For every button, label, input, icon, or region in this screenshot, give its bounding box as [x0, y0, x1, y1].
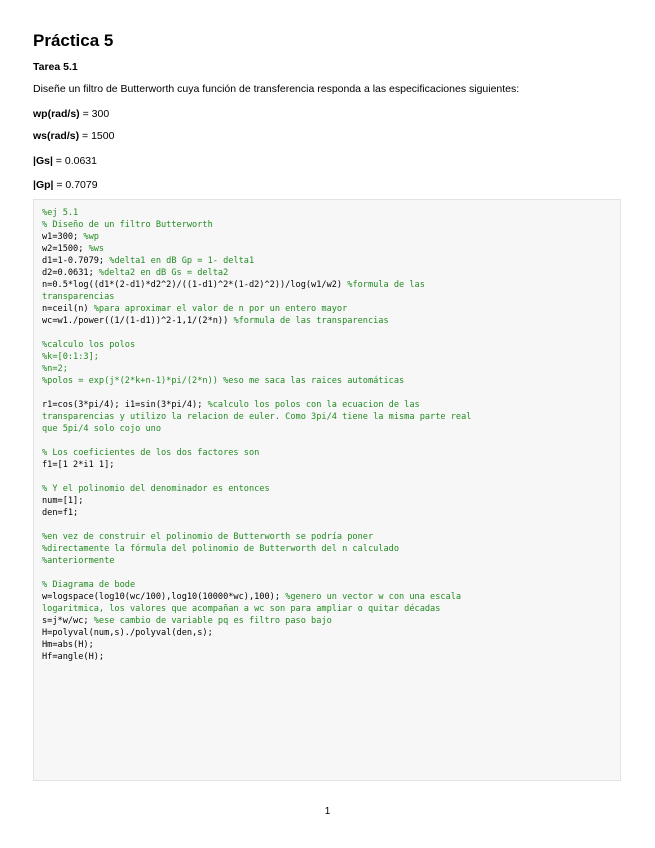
code-statement: f1=[1 2*i1 1];: [42, 460, 115, 470]
code-statement: d1=1-0.7079;: [42, 256, 110, 266]
code-line: [42, 459, 620, 471]
spec-gp: [33, 179, 98, 191]
code-comment: transparencias: [42, 292, 115, 302]
code-statement: H=polyval(num,s)./polyval(den,s);: [42, 628, 213, 638]
spec-label: ws(rad/s): [33, 130, 80, 142]
code-statement: wc=w1./power((1/(1-d1))^2-1,1/(2*n)): [42, 316, 234, 326]
code-line: [42, 555, 620, 567]
code-comment: %ese cambio de variable pq es filtro paso bajo: [93, 616, 332, 626]
code-comment: % Y el polinomio del denominador es entonces: [42, 484, 270, 494]
code-comment: %ej 5.1: [42, 208, 79, 218]
code-line: [42, 603, 620, 615]
code-comment: %formula de las transparencias: [233, 316, 389, 326]
spec-value: = 0.0631: [52, 155, 97, 167]
code-line: [42, 483, 620, 495]
code-comment: %directamente la fórmula del polinomio de Butterworth del n calculado: [42, 544, 399, 554]
intro-paragraph: Diseñe un filtro de Butterworth cuya función de transferencia responda a las especificaciones siguientes:: [33, 83, 520, 95]
code-line: [42, 615, 620, 627]
spec-value: = 300: [79, 108, 110, 120]
spec-label: wp(rad/s): [33, 108, 80, 120]
code-line: [42, 639, 620, 651]
code-line: [42, 279, 620, 291]
code-comment: %delta1 en dB Gp = 1- delta1: [109, 256, 255, 266]
code-comment: %para aproximar el valor de n por un entero mayor: [93, 304, 348, 314]
code-statement: w2=1500;: [42, 244, 89, 254]
code-listing: [34, 200, 620, 663]
code-comment: %calculo los polos: [42, 340, 136, 350]
code-block: [33, 199, 621, 781]
code-line: [42, 291, 620, 303]
code-statement: r1=cos(3*pi/4); i1=sin(3*pi/4);: [42, 400, 208, 410]
spec-value: = 1500: [79, 130, 115, 142]
code-line: [42, 375, 620, 387]
code-line: [42, 543, 620, 555]
code-line: [42, 303, 620, 315]
code-line: [42, 315, 620, 327]
code-statement: s=j*w/wc;: [42, 616, 94, 626]
code-line: [42, 531, 620, 543]
spec-wp: [33, 108, 109, 120]
code-comment: %k=[0:1:3];: [42, 352, 99, 362]
code-line: [42, 267, 620, 279]
code-line: [42, 579, 620, 591]
code-comment: %polos = exp(j*(2*k+n-1)*pi/(2*n)) %eso me saca las raices automáticas: [42, 376, 405, 386]
code-comment: %genero un vector w con una escala: [285, 592, 462, 602]
code-line: [42, 231, 620, 243]
page-title: Práctica 5: [33, 31, 114, 50]
code-statement: n=ceil(n): [42, 304, 94, 314]
section-subtitle: Tarea 5.1: [33, 61, 78, 73]
code-line: [42, 411, 620, 423]
code-line: [42, 447, 620, 459]
code-line: [42, 495, 620, 507]
code-comment: logaritmica, los valores que acompañan a wc son para ampliar o quitar décadas: [42, 604, 441, 614]
code-comment: % Diseño de un filtro Butterworth: [42, 220, 213, 230]
code-comment: %ws: [88, 244, 105, 254]
code-line: [42, 363, 620, 375]
code-line: [42, 651, 620, 663]
code-line: [42, 507, 620, 519]
code-comment: %n=2;: [42, 364, 68, 374]
spec-ws: [33, 130, 114, 142]
code-comment: %delta2 en dB Gs = delta2: [98, 268, 229, 278]
code-line: [42, 591, 620, 603]
code-comment: % Diagrama de bode: [42, 580, 136, 590]
code-statement: d2=0.0631;: [42, 268, 99, 278]
code-line: [42, 219, 620, 231]
code-comment: % Los coeficientes de los dos factores son: [42, 448, 260, 458]
code-statement: w=logspace(log10(wc/100),log10(10000*wc),100);: [42, 592, 286, 602]
code-comment: %formula de las: [347, 280, 425, 290]
code-line: [42, 627, 620, 639]
code-statement: w1=300;: [42, 232, 84, 242]
code-line: [42, 387, 620, 399]
code-comment: %calculo los polos con la ecuacion de las: [207, 400, 420, 410]
code-comment: %wp: [83, 232, 99, 242]
code-line: [42, 567, 620, 579]
code-comment: transparencias y utilizo la relacion de euler. Como 3pi/4 tiene la misma parte real: [42, 412, 472, 422]
code-line: [42, 339, 620, 351]
spec-label: |Gp|: [33, 179, 54, 191]
code-line: [42, 255, 620, 267]
spec-label: |Gs|: [33, 155, 53, 167]
code-line: [42, 243, 620, 255]
spec-value: = 0.7079: [53, 179, 98, 191]
code-line: [42, 399, 620, 411]
code-line: [42, 423, 620, 435]
code-statement: num=[1];: [42, 496, 84, 506]
page-number: 1: [324, 806, 331, 817]
spec-gs: [33, 155, 97, 167]
code-statement: Hm=abs(H);: [42, 640, 94, 650]
code-line: [42, 327, 620, 339]
code-statement: Hf=angle(H);: [42, 652, 105, 662]
code-comment: %anteriormente: [42, 556, 115, 566]
code-line: [42, 435, 620, 447]
code-comment: que 5pi/4 solo cojo uno: [42, 424, 161, 434]
code-line: [42, 471, 620, 483]
code-comment: %en vez de construir el polinomio de Butterworth se podría poner: [42, 532, 374, 542]
code-statement: den=f1;: [42, 508, 79, 518]
code-line: [42, 351, 620, 363]
code-line: [42, 519, 620, 531]
code-line: [42, 207, 620, 219]
code-statement: n=0.5*log((d1*(2-d1)*d2^2)/((1-d1)^2*(1-d2)^2))/log(w1/w2): [42, 280, 348, 290]
